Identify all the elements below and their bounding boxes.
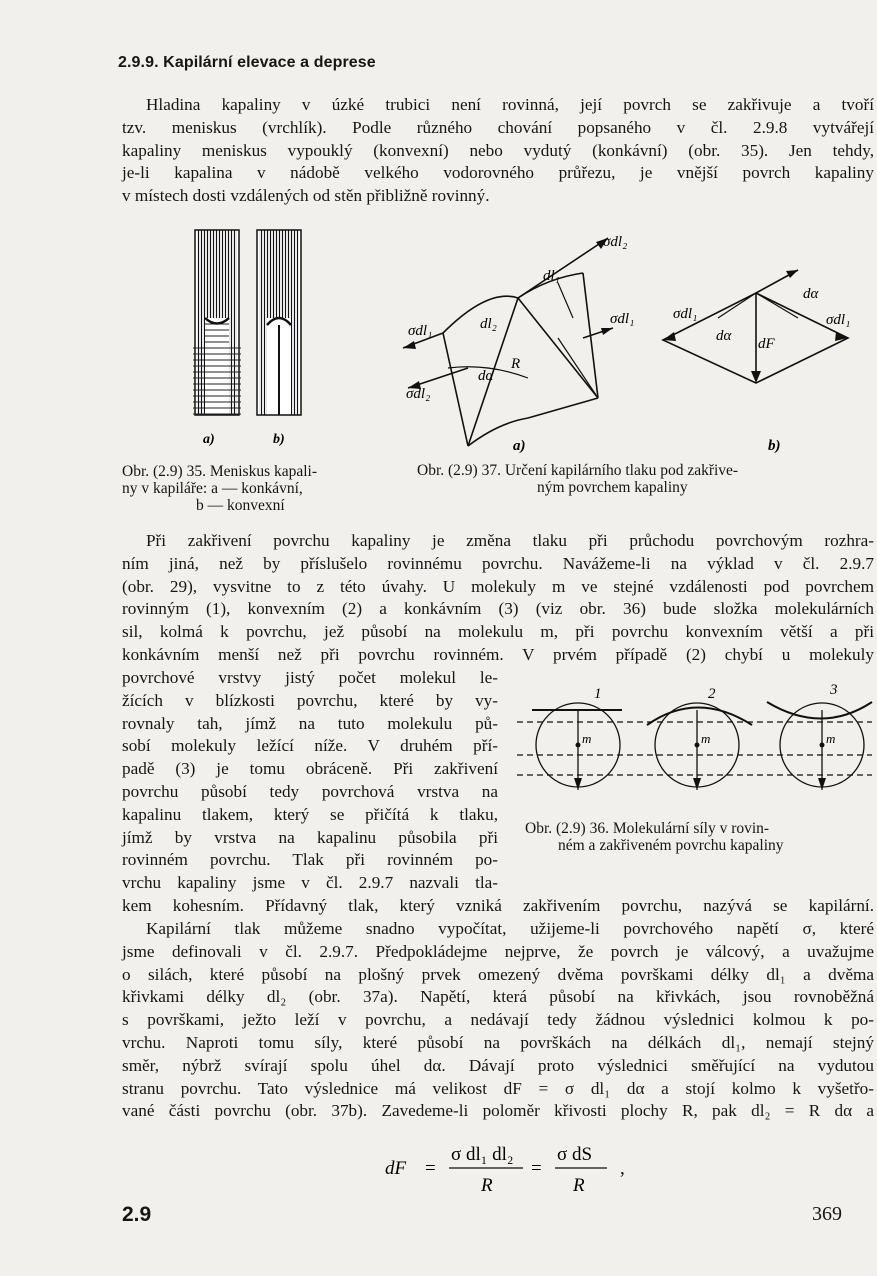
fig35-label-b: b)	[273, 432, 285, 447]
text-line: vané části povrchu (obr. 37b). Zavedeme-li poloměr křivosti plochy R, pak dl₂ = R dα a	[122, 1101, 874, 1121]
text-line: (obr. 29), vysvitne to z této úvahy. U molekuly m ve stejné vzdálenosti pod povrchem	[122, 576, 874, 596]
eq-numerator-1: σ dl₁ dl₂	[451, 1144, 514, 1165]
text-line: Při zakřivení povrchu kapaliny je změna tlaku při průchodu povrchovým rozhra-	[146, 531, 874, 550]
text-line: kem kohesním. Přídavný tlak, který vzniká zakřivením povrchu, nazývá se kapilární.	[122, 896, 874, 915]
text-line: křivkami délky dl₂ (obr. 37a). Napětí, která působí na křivkách, jsou rovnoběžná	[122, 987, 874, 1007]
eq-numerator-2: σ dS	[557, 1144, 593, 1165]
text-line: kapaliny meniskus vypouklý (konvexní) nebo vydutý (konkávní) (obr. 35). Jen tehdy,	[122, 140, 874, 160]
text-line: rovinném povrchu. Tlak při rovinném po-	[122, 850, 498, 870]
fig37-label-dl1: dl₁	[543, 268, 560, 284]
caption-line: ném a zakřiveném povrchu kapaliny	[558, 837, 784, 854]
footer-section-number: 2.9	[122, 1203, 152, 1226]
text-line: Hladina kapaliny v úzké trubici není rovinná, její povrch se zakřivuje a tvoří	[146, 95, 874, 114]
figure-37-capillary-pressure	[398, 218, 876, 463]
paragraph-2-tail	[122, 895, 874, 918]
text-line: směr, nýbrž svírají spolu úhel dα. Dávají proto výslednici směřující na vydutou	[122, 1055, 874, 1075]
eq-lhs: dF	[385, 1158, 407, 1179]
text-line: s površkami, ježto leží v povrchu, a nedávají tedy žádnou výslednici kolmou k po-	[122, 1010, 874, 1030]
text-line: kapalinu tlakem, který se přičítá k tlaku,	[122, 804, 498, 824]
text-line: Kapilární tlak můžeme snadno vypočítat, užijeme-li povrchového napětí σ, které	[146, 919, 874, 938]
fig37-label-R: R	[511, 356, 521, 372]
fig36-caption	[525, 820, 875, 854]
fig37-label-sdl1-left: σdl₁	[408, 323, 433, 339]
fig37-label-da: dα	[478, 368, 494, 384]
footer-page-number: 369	[812, 1203, 842, 1225]
caption-line: b — konvexní	[196, 497, 285, 514]
text-line: vrchu. Naproti tomu síly, které působí na površkách na délkách dl₁, nemají stejný	[122, 1032, 874, 1052]
intro-paragraph	[122, 94, 874, 208]
text-line: jsme definovali v čl. 2.9.7. Předpokládejme nejprve, že povrch je válcový, a uvažujme	[122, 941, 874, 961]
fig37-caption	[417, 462, 877, 496]
fig37-label-sdl1-right: σdl₁	[610, 311, 635, 327]
tube-b	[257, 230, 301, 415]
fig36-label-m: m	[826, 731, 836, 746]
text-line: jímž by vrstva na kapalinu působila při	[122, 827, 498, 847]
fig37-label-sdl2-left: σdl₂	[406, 386, 431, 402]
text-line: žících v blízkosti povrchu, které by vy-	[122, 690, 498, 710]
eq-denominator-2: R	[573, 1175, 585, 1196]
fig35-caption	[122, 463, 402, 514]
fig37-label-b: b)	[768, 438, 781, 454]
caption-line: ným povrchem kapaliny	[537, 479, 688, 496]
eq-equals: =	[425, 1158, 436, 1179]
eq-equals: =	[531, 1158, 542, 1179]
text-line: vrchu kapaliny jsme v čl. 2.9.7 nazvali tla-	[122, 873, 498, 893]
fig36-label-2: 2	[708, 686, 716, 702]
eq-denominator-1: R	[481, 1175, 493, 1196]
text-line: konkávním menší než při povrchu rovinném. V prvém případě (2) chybí u molekuly	[122, 644, 874, 664]
text-line: rovinným (1), konvexním (2) a konkávním (3) (viz obr. 36) bude složka molekulárních	[122, 599, 874, 619]
text-line: ním jiná, než by příslušelo rovinnému povrchu. Navážeme-li na výklad v čl. 2.9.7	[122, 553, 874, 573]
fig37-b-label-sdl1-left: σdl₁	[673, 306, 698, 322]
fig36-label-3: 3	[830, 682, 838, 698]
fig37-b-label-dF: dF	[758, 336, 775, 352]
fig36-label-m: m	[582, 731, 592, 746]
fig37-label-dl2: dl₂	[480, 316, 497, 332]
fig37-label-a: a)	[513, 438, 526, 454]
fig35-label-a: a)	[203, 432, 215, 447]
caption-line: Obr. (2.9) 37. Určení kapilárního tlaku pod zakřive-	[417, 462, 739, 479]
text-line: povrchové vrstvy jistý počet molekul le-	[122, 668, 498, 687]
text-line: sil, kolmá k povrchu, jež působí na molekulu m, při povrchu konvexním větší a při	[122, 622, 874, 642]
fig37-b-label-sdl1-right: σdl₁	[826, 312, 851, 328]
text-line: je-li kapalina v nádobě velkého vodorovného průřezu, je vnější povrch kapaliny	[122, 163, 874, 183]
section-heading: 2.9.9. Kapilární elevace a deprese	[118, 54, 376, 71]
figure-36-molecular-forces	[512, 680, 877, 810]
text-line: tzv. meniskus (vrchlík). Podle různého chování popsaného v čl. 2.9.8 vytvářejí	[122, 117, 874, 137]
tube-a	[193, 230, 241, 415]
equation-capillary-force	[385, 1136, 645, 1198]
paragraph-3	[122, 918, 874, 1123]
paragraph-2-narrow	[122, 667, 498, 895]
fig36-label-m: m	[701, 731, 711, 746]
caption-line: Obr. (2.9) 35. Meniskus kapali-	[122, 463, 318, 480]
text-line: stranu povrchu. Tato výslednice má velikost dF = σ dl₁ dα a stojí kolmo k vyšetřo-	[122, 1078, 874, 1098]
fig37-label-sdl2-top: σdl₂	[603, 234, 628, 250]
text-line: v místech dosti vzdálených od stěn přibližně rovinný.	[122, 186, 490, 206]
text-line: povrchu působí tedy povrchová vrstva na	[122, 781, 498, 801]
fig36-label-1: 1	[594, 686, 602, 702]
eq-tail: ,	[620, 1158, 625, 1179]
figure-35-capillary-tubes	[185, 225, 310, 450]
fig37-b-label-da-mid: dα	[716, 328, 732, 344]
text-line: sobí molekuly ležící níže. V druhém pří-	[122, 736, 498, 756]
caption-line: ny v kapiláře: a — konkávní,	[122, 480, 303, 497]
text-line: padě (3) je tomu obráceně. Při zakřivení	[122, 759, 498, 779]
paragraph-2	[122, 530, 874, 667]
text-line: o silách, které působí na plošný prvek omezený dvěma površkami délky dl₁ a dvěma	[122, 964, 874, 984]
fig37-b-label-da-top: dα	[803, 286, 819, 302]
caption-line: Obr. (2.9) 36. Molekulární síly v rovin-	[525, 820, 770, 837]
text-line: rovnaly tah, jímž na tuto molekulu pů-	[122, 713, 498, 733]
